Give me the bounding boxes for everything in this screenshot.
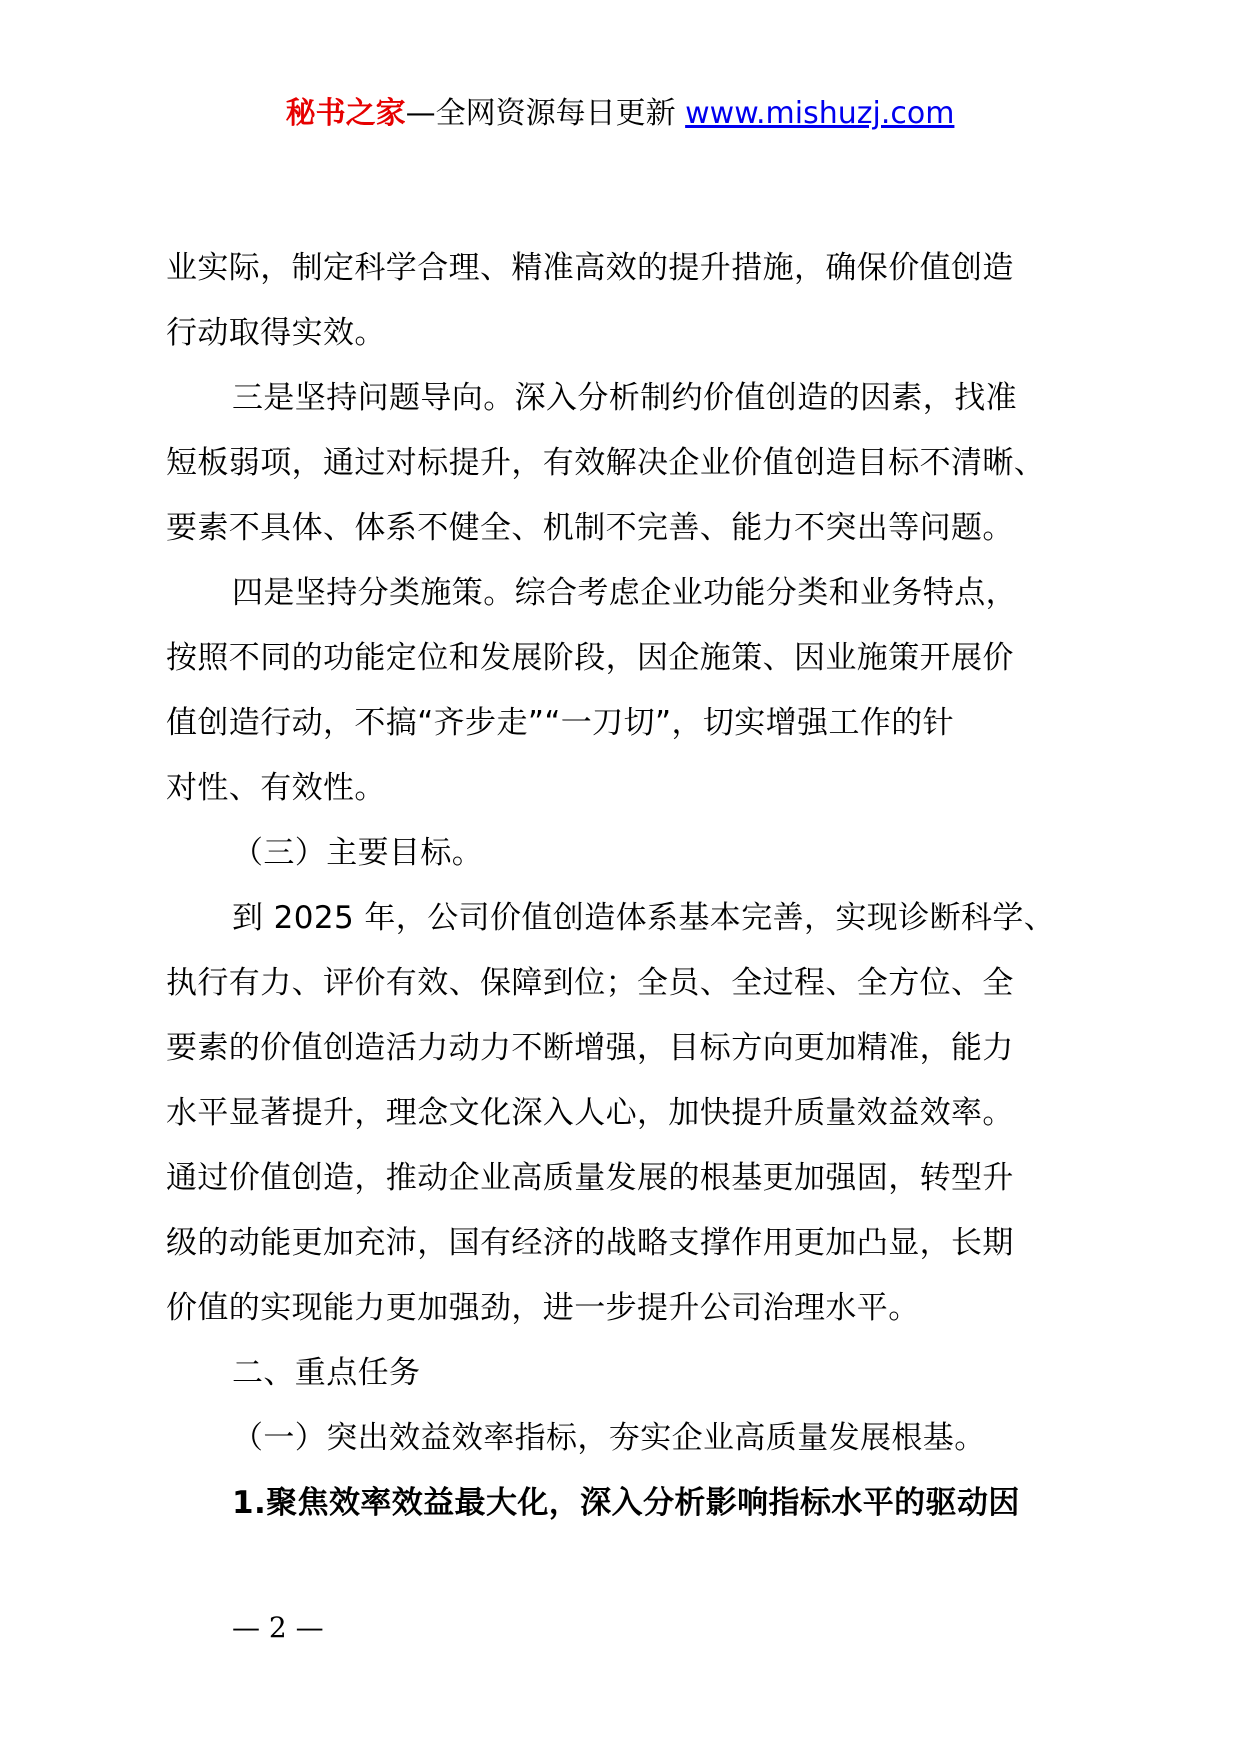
body-line: 要素的价值创造活力动力不断增强，目标方向更加精准，能力: [166, 1030, 1014, 1066]
body-line: 短板弱项，通过对标提升，有效解决企业价值创造目标不清晰、: [166, 445, 1046, 481]
section-subheading: （一）突出效益效率指标，夯实企业高质量发展根基。: [232, 1420, 986, 1456]
body-line: 业实际，制定科学合理、精准高效的提升措施，确保价值创造: [166, 250, 1014, 286]
body-line: 三是坚持问题导向。深入分析制约价值创造的因素，找准: [232, 380, 1017, 416]
body-line: 对性、有效性。: [166, 770, 386, 806]
body-line: 通过价值创造，推动企业高质量发展的根基更加强固，转型升: [166, 1160, 1014, 1196]
body-line: 值创造行动，不搞“齐步走”“一刀切”，切实增强工作的针: [166, 705, 955, 741]
body-line: 价值的实现能力更加强劲，进一步提升公司治理水平。: [166, 1290, 920, 1326]
section-subheading: （三）主要目标。: [232, 835, 484, 871]
body-line: 级的动能更加充沛，国有经济的战略支撑作用更加凸显，长期: [166, 1225, 1014, 1261]
body-line: 按照不同的功能定位和发展阶段，因企施策、因业施策开展价: [166, 640, 1014, 676]
body-line: 执行有力、评价有效、保障到位；全员、全过程、全方位、全: [166, 965, 1014, 1001]
document-body: [166, 236, 1106, 1536]
site-url-link[interactable]: www.mishuzj.com: [685, 96, 955, 131]
body-line: 到 2025 年，公司价值创造体系基本完善，实现诊断科学、: [232, 900, 1056, 936]
site-tagline: —全网资源每日更新: [405, 96, 686, 131]
body-line: 水平显著提升，理念文化深入人心，加快提升质量效益效率。: [166, 1095, 1014, 1131]
body-line: 四是坚持分类施策。综合考虑企业功能分类和业务特点，: [232, 575, 1017, 611]
body-line: 要素不具体、体系不健全、机制不完善、能力不突出等问题。: [166, 510, 1014, 546]
site-brand: 秘书之家: [285, 96, 406, 131]
page-number: — 2 —: [232, 1611, 324, 1644]
section-heading: 二、重点任务: [232, 1355, 421, 1391]
site-header: [0, 94, 1240, 134]
body-line: 行动取得实效。: [166, 315, 386, 351]
task-heading: 1.聚焦效率效益最大化，深入分析影响指标水平的驱动因: [232, 1485, 1020, 1521]
